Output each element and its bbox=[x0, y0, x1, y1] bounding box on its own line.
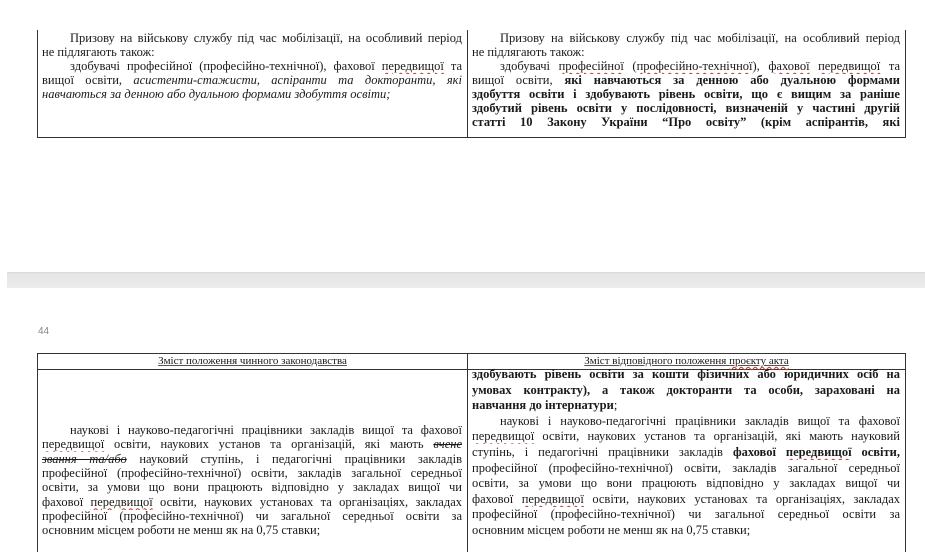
text-segment: професійної (професійно-технічної) чи загальної середньої освіти за bbox=[42, 508, 462, 523]
text-line bbox=[472, 461, 900, 476]
text-line bbox=[42, 495, 462, 510]
struck-text: звання та/або bbox=[42, 451, 127, 466]
text-segment: ; bbox=[613, 398, 618, 413]
text-line bbox=[472, 445, 900, 460]
text-line bbox=[472, 115, 900, 130]
text-segment: наукові і науково-педагогічні працівники закладів вищої та фахової bbox=[70, 423, 462, 437]
text-segment: та bbox=[443, 59, 462, 73]
document-page-43 bbox=[0, 0, 925, 272]
bold-text: освіти, bbox=[851, 445, 900, 459]
text-line bbox=[472, 398, 900, 413]
bold-text: навчання до інтернатури bbox=[472, 398, 614, 413]
text-segment: науковий ступінь, і педагогічні працівники закладів bbox=[126, 451, 462, 466]
spellcheck-flagged-word: професійної bbox=[558, 59, 624, 73]
table-border-left bbox=[37, 30, 38, 138]
header-text: Зміст відповідного положення bbox=[584, 355, 730, 367]
bold-text: які навчаються за денною або дуальною формами bbox=[564, 73, 900, 87]
bold-text: умовах контракту), а також докторанти та особи, зараховані на bbox=[472, 382, 900, 397]
text-line bbox=[472, 367, 900, 382]
struck-text: вчене bbox=[433, 437, 462, 452]
text-line bbox=[42, 87, 462, 102]
spellcheck-flagged-word: передвищої bbox=[472, 429, 535, 444]
spellcheck-flagged-word: проєкту акта bbox=[729, 355, 789, 367]
table-border-right bbox=[905, 30, 906, 138]
text-segment: професійної (професійно-технічної) освіти, закладів загальної середньої bbox=[42, 465, 462, 480]
text-segment: асистенти-стажисти, аспіранти та докторанти, які bbox=[133, 73, 462, 87]
text-segment: ( bbox=[623, 59, 637, 73]
text-segment: ступінь, і педагогічні працівники закладів bbox=[472, 445, 733, 459]
text-line bbox=[472, 383, 900, 398]
spellcheck-flagged-word: передвищої bbox=[381, 59, 444, 73]
text-line bbox=[472, 476, 900, 491]
spellcheck-flagged-word: передвищої bbox=[42, 437, 105, 452]
text-segment: освіти, за умови що вони працюють відповідно у закладах вищої чи bbox=[42, 480, 462, 495]
text-line bbox=[42, 31, 462, 46]
text-line bbox=[472, 507, 900, 522]
text-line bbox=[472, 73, 900, 88]
column-header-current-law bbox=[38, 355, 467, 367]
text-line bbox=[472, 59, 900, 74]
text-segment: та bbox=[880, 59, 900, 73]
text-segment: фахової bbox=[42, 494, 91, 509]
text-line bbox=[472, 492, 900, 507]
spellcheck-flagged-word: передвищої bbox=[818, 59, 881, 73]
text-segment: професійної (професійно-технічної) освіти, закладів загальної середньої bbox=[472, 460, 900, 475]
spellcheck-flagged-word: фахової bbox=[768, 59, 810, 73]
text-segment: основним місцем роботи не менш як на 0,75 ставки; bbox=[42, 523, 321, 538]
spellcheck-flagged-word: професійно-технічної bbox=[636, 59, 753, 73]
text-segment: навчаються за денною або дуальною формами здобуття освіти; bbox=[42, 87, 391, 101]
text-segment bbox=[810, 59, 819, 73]
text-line bbox=[42, 523, 462, 538]
text-segment: освіти, наукових установ та організацій, які мають науковий bbox=[534, 429, 900, 444]
bold-text: здобуття освіти і здобувають рівень освіти, що є вищим за раніше bbox=[472, 87, 900, 101]
text-segment: основним місцем роботи не менш як на 0,75 ставки; bbox=[472, 523, 751, 537]
text-line bbox=[42, 466, 462, 481]
text-line bbox=[42, 59, 462, 74]
text-segment: наукові і науково-педагогічні працівники закладів вищої та фахової bbox=[500, 413, 900, 428]
page-separator bbox=[7, 272, 925, 288]
column-header-draft-act bbox=[468, 355, 905, 367]
table-border-top bbox=[37, 353, 906, 354]
table-border-right bbox=[905, 353, 906, 552]
text-line bbox=[42, 509, 462, 524]
text-segment: ), bbox=[752, 59, 769, 73]
bold-text: статті 10 Закону України “Про освіту” (крім аспірантів, які bbox=[472, 115, 900, 129]
text-segment: освіти, наукових установах та організаціях, закладах bbox=[583, 491, 900, 506]
text-line bbox=[472, 101, 900, 116]
text-segment: фахової bbox=[472, 491, 522, 506]
bold-text: здобувають рівень освіти за кошти фізичних або юридичних осіб на bbox=[472, 367, 900, 381]
spellcheck-flagged-word: передвищої bbox=[90, 494, 153, 509]
text-segment: професійної (професійно-технічної) чи загальної середньої освіти за bbox=[472, 507, 900, 522]
table-column-divider bbox=[467, 30, 468, 138]
text-line bbox=[472, 31, 900, 46]
text-segment: не підлягають також: bbox=[472, 45, 585, 59]
text-line bbox=[42, 423, 462, 438]
text-segment: не підлягають також: bbox=[42, 45, 155, 59]
bold-text: фахової bbox=[732, 445, 786, 459]
table-border-bottom bbox=[37, 137, 906, 138]
text-line bbox=[42, 437, 462, 452]
bold-text: здобутий рівень освіти у послідовності, визначеній у частині другій bbox=[472, 101, 900, 115]
text-line bbox=[42, 45, 462, 60]
header-text: Зміст положення чинного законодавства bbox=[158, 355, 347, 367]
text-segment: здобувачі професійної (професійно-технічної), фахової bbox=[70, 59, 382, 73]
text-line bbox=[472, 414, 900, 429]
text-line bbox=[472, 45, 900, 60]
table-border-left bbox=[37, 353, 38, 552]
text-line bbox=[472, 87, 900, 102]
spellcheck-flagged-word: передвищої bbox=[521, 491, 584, 506]
text-segment: вищої освіти, bbox=[42, 73, 134, 87]
text-line bbox=[42, 73, 462, 88]
text-line bbox=[42, 452, 462, 467]
text-segment: Призову на військову службу під час мобілізації, на особливий період bbox=[500, 31, 900, 45]
text-segment: вищої освіти, bbox=[472, 73, 565, 87]
spellcheck-flagged-word: передвищої bbox=[785, 445, 852, 459]
text-line bbox=[472, 429, 900, 444]
text-segment: освіти, за умови що вони працюють відповідно у закладах вищої чи bbox=[472, 476, 900, 491]
text-segment: здобувачі bbox=[500, 59, 559, 73]
text-segment: Призову на військову службу під час мобілізації, на особливий період bbox=[70, 31, 462, 45]
text-segment: освіти, наукових установ та організацій, які мають bbox=[104, 437, 434, 452]
table-column-divider bbox=[467, 353, 468, 552]
page-number: 44 bbox=[38, 326, 50, 337]
text-line bbox=[42, 480, 462, 495]
text-line bbox=[472, 523, 900, 538]
text-segment: освіти, наукових установах та організаціях, закладах bbox=[152, 494, 462, 509]
